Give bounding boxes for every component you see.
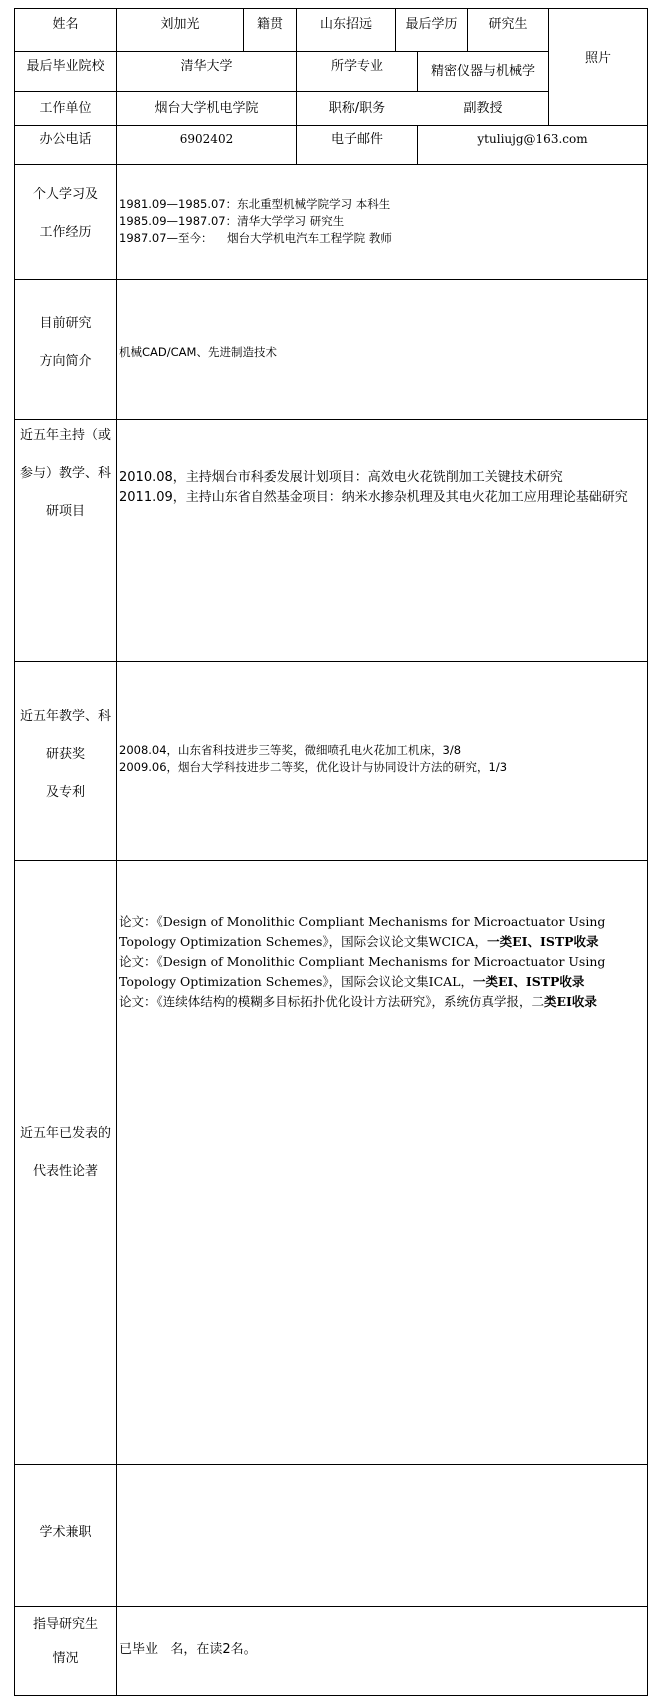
- phone-label: 办公电话: [39, 132, 92, 148]
- email-value: ytuliujg@163.com: [477, 131, 588, 146]
- academic-label: 学术兼职: [39, 1525, 92, 1540]
- awards-list: [119, 742, 644, 776]
- list-item: 论文：《Design of Monolithic Compliant Mechanisms for Microactuator Using Topology Optimization Schemes》，国际会议论文集ICAL，一类EI、ISTP收录: [119, 954, 606, 989]
- students-text: 已毕业 名，在读2名。: [119, 1642, 257, 1657]
- list-item: 1987.07—至今： 烟台大学机电汽车工程学院 教师: [119, 231, 392, 245]
- list-item: 2008.04，山东省科技进步三等奖，微细喷孔电火花加工机床，3/8: [119, 743, 462, 757]
- students-label: 指导研究生 情况: [32, 1617, 98, 1666]
- list-item: 1981.09—1985.07：东北重型机械学院学习 本科生: [119, 197, 391, 211]
- experience-list: [119, 196, 644, 247]
- list-item: 1985.09—1987.07：清华大学学习 研究生: [119, 214, 345, 228]
- phone-value: 6902402: [179, 131, 234, 146]
- name-label: 姓名: [52, 17, 79, 33]
- list-item: 2010.08，主持烟台市科委发展计划项目：高效电火花铣削加工关键技术研究: [119, 470, 563, 485]
- list-item: 论文：《连续体结构的模糊多目标拓扑优化设计方法研究》，系统仿真学报，二类EI收录: [119, 994, 597, 1009]
- research-text: 机械CAD/CAM、先进制造技术: [119, 345, 277, 359]
- list-item: 2011.09，主持山东省自然基金项目：纳米水掺杂机理及其电火花加工应用理论基础研究: [119, 490, 628, 505]
- publications-label: 近五年已发表的 代表性论著: [19, 1126, 111, 1179]
- list-item: 2009.06，烟台大学科技进步二等奖，优化设计与协同设计方法的研究，1/3: [119, 760, 508, 774]
- school-value: 清华大学: [180, 59, 233, 75]
- projects-list: [119, 468, 644, 508]
- employer-label: 工作单位: [39, 100, 92, 116]
- major-label: 所学专业: [330, 59, 383, 75]
- experience-label: 个人学习及 工作经历: [32, 187, 98, 240]
- awards-label: 近五年教学、科 研获奖 及专利: [19, 709, 111, 800]
- photo-label: 照片: [584, 51, 611, 67]
- research-label: 目前研究 方向简介: [39, 316, 92, 369]
- employer-value: 烟台大学机电学院: [154, 100, 259, 116]
- publications-list: [119, 912, 644, 1012]
- hometown-value: 山东招远: [319, 17, 372, 33]
- email-label: 电子邮件: [330, 132, 383, 148]
- degree-label: 最后学历: [405, 17, 458, 33]
- major-value: 精密仪器与机械学: [430, 63, 535, 79]
- title-value: 副教授: [463, 100, 503, 116]
- school-label: 最后毕业院校: [26, 59, 105, 75]
- name-value: 刘加光: [160, 17, 200, 33]
- projects-label: 近五年主持（或 参与）教学、科 研项目: [19, 428, 111, 519]
- degree-value: 研究生: [488, 17, 528, 33]
- title-label: 职称/职务: [328, 100, 386, 116]
- hometown-label: 籍贯: [256, 17, 283, 33]
- list-item: 论文：《Design of Monolithic Compliant Mechanisms for Microactuator Using Topology Optimization Schemes》，国际会议论文集WCICA，一类EI、ISTP收录: [119, 914, 606, 949]
